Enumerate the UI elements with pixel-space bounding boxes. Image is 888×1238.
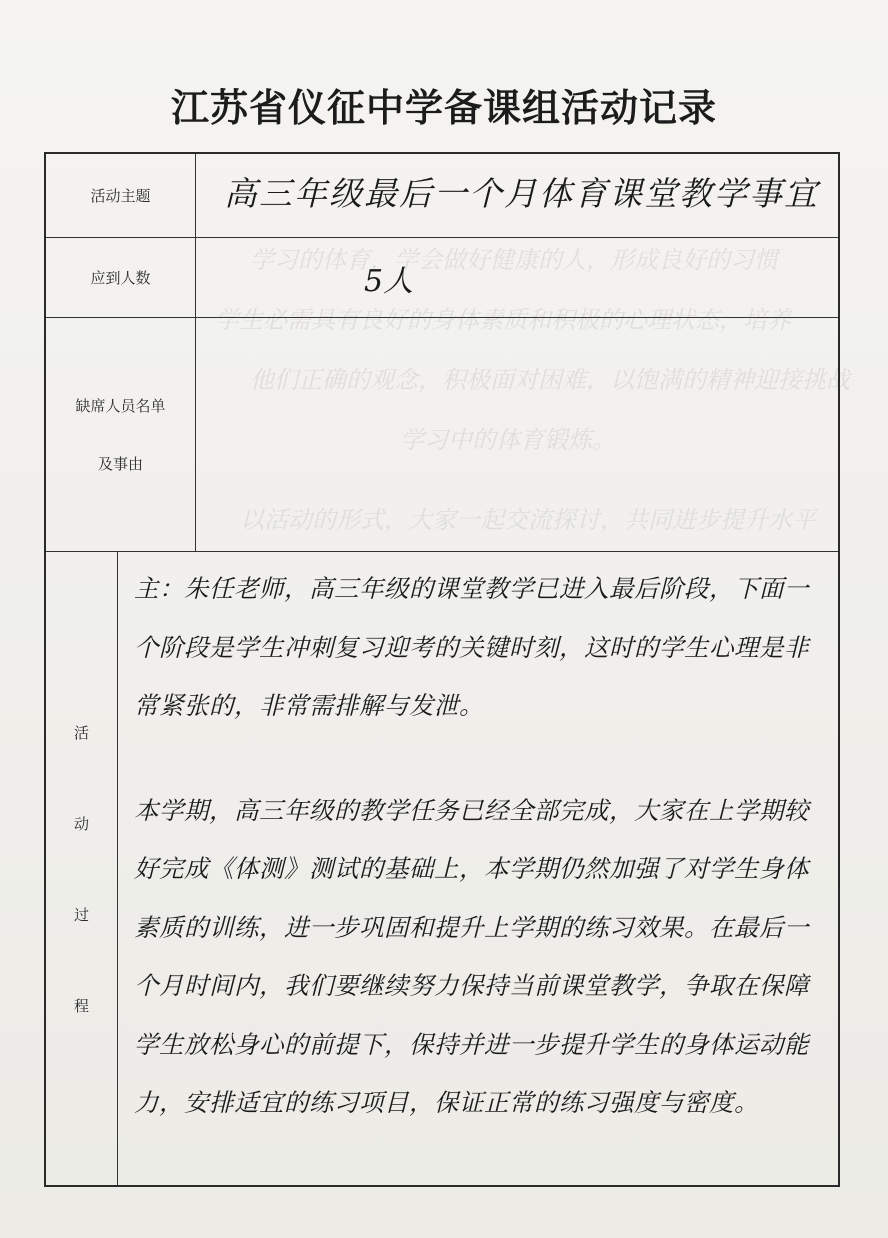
theme-label: 活动主题 — [46, 154, 196, 237]
theme-value-cell — [196, 154, 838, 237]
absent-value-cell — [196, 318, 838, 551]
attendance-row — [46, 238, 838, 318]
bleed-through-text: 他们正确的观念，积极面对困难，以饱满的精神迎接挑战 — [250, 366, 850, 394]
process-paragraph-1: 主：朱任老师，高三年级的课堂教学已进入最后阶段，下面一个阶段是学生冲刺复习迎考的关键时刻，这时的学生心理是非常紧张的，非常需排解与发泄。 — [134, 574, 809, 720]
process-label-char: 动 — [73, 814, 89, 833]
attendance-label: 应到人数 — [46, 238, 196, 317]
process-label — [46, 552, 118, 1185]
process-value-cell — [118, 552, 838, 1185]
process-label-char: 活 — [73, 723, 89, 742]
absent-label-line1: 缺席人员名单 — [75, 396, 166, 415]
attendance-value: 5人 — [364, 264, 414, 299]
theme-row — [46, 154, 838, 238]
bleed-through-text: 以活动的形式，大家一起交流探讨，共同进步提升水平 — [240, 506, 816, 534]
absent-row — [46, 318, 838, 552]
process-row — [46, 552, 838, 1185]
theme-value: 高三年级最后一个月体育课堂教学事宜 — [224, 174, 819, 213]
activity-record-form — [44, 152, 840, 1187]
absent-label-line2: 及事由 — [97, 454, 143, 473]
document-title: 江苏省仪征中学备课组活动记录 — [170, 85, 717, 131]
bleed-through-text: 学习的体育，学会做好健康的人，形成良好的习惯 — [250, 246, 778, 274]
process-notes — [134, 560, 824, 1133]
process-label-char: 过 — [73, 905, 89, 924]
process-paragraph-2: 本学期，高三年级的教学任务已经全部完成，大家在上学期较好完成《体测》测试的基础上，本学期仍然加强了对学生身体素质的训练，进一步巩固和提升上学期的练习效果。在最后一个月时间内，我们要继续努力保持当前课堂教学，争取在保障学生放松身心的前提下，保持并进一步提升学生的身体运动能力，安排适宜的练习项目，保证正常的练习强度与密度。 — [134, 795, 809, 1117]
attendance-value-cell — [196, 238, 838, 317]
bleed-through-text: 学习中的体育锻炼。 — [400, 426, 616, 454]
bleed-through-text: 学生必需具有良好的身体素质和积极的心理状态，培养 — [215, 306, 791, 334]
absent-label — [46, 318, 196, 551]
process-label-char: 程 — [73, 996, 89, 1015]
